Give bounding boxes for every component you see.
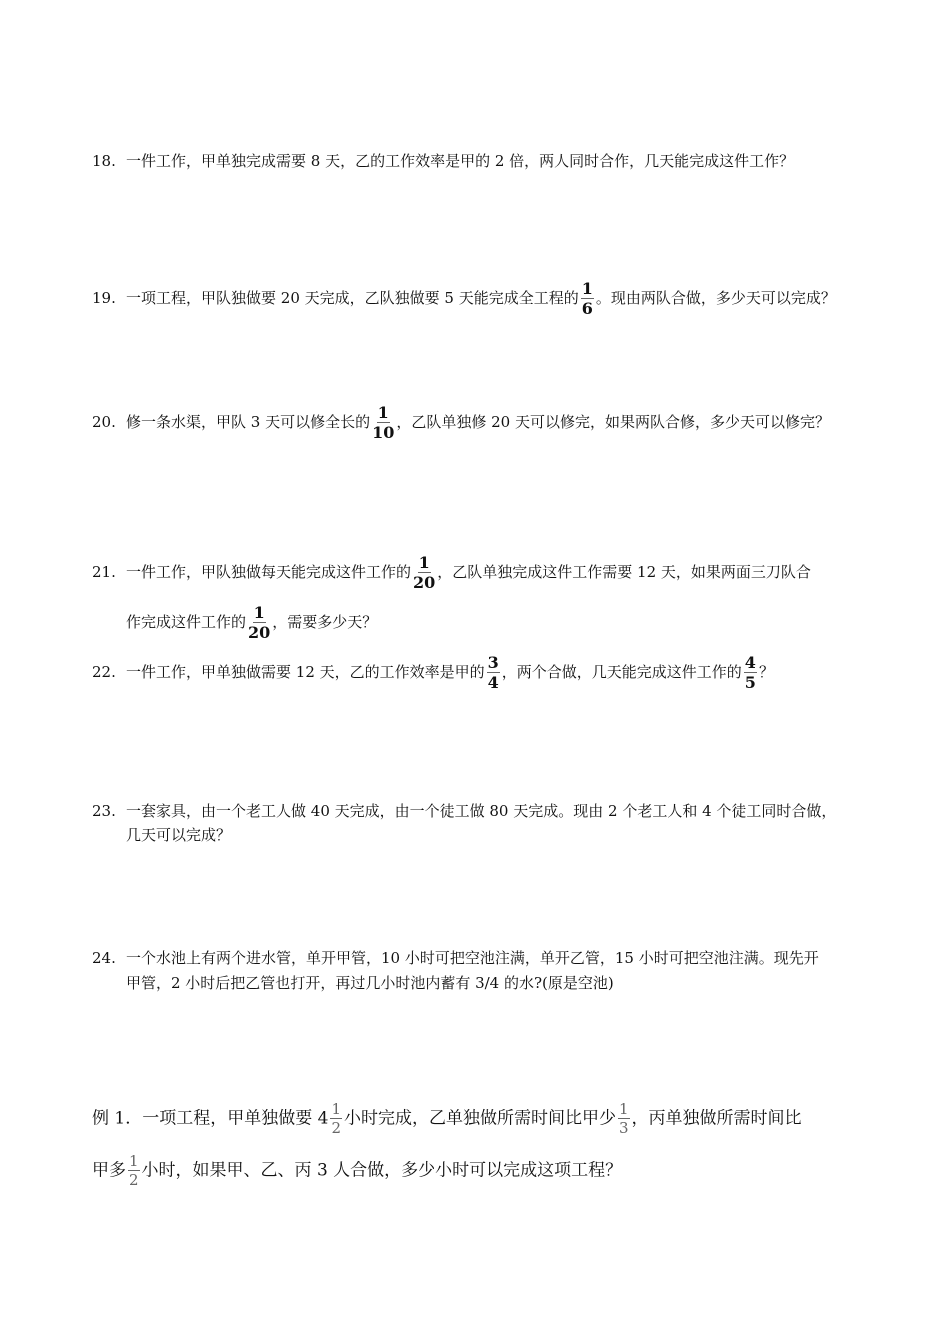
problem-number: 23. <box>92 802 116 820</box>
problem-text: 一套家具，由一个老工人做 40 天完成，由一个徒工做 80 天完成。现由 2 个老工人和 4 个徒工同时合做， <box>126 802 837 820</box>
problem-24-cont <box>126 973 614 993</box>
problem-19 <box>92 281 836 317</box>
problem-number: 18. <box>92 152 116 170</box>
problem-text: 一件工作，甲单独做需要 12 天，乙的工作效率是甲的 <box>126 663 485 681</box>
problem-text: ，两个合做，几天能完成这件工作的 <box>501 663 742 681</box>
problem-text: ，乙队单独完成这件工作需要 12 天，如果两面三刀队合 <box>437 563 811 581</box>
problem-number: 21. <box>92 563 116 581</box>
fraction: $\frac{1}{10}$ <box>372 403 395 442</box>
problem-text: 一件工作，甲队独做每天能完成这件工作的 <box>126 563 412 581</box>
fraction: $\frac{1}{3}$ <box>619 1100 629 1137</box>
problem-text: 一个水池上有两个进水管，单开甲管，10 小时可把空池注满，单开乙管，15 小时可把空池注满。现先开 <box>126 949 819 967</box>
problem-text: 修一条水渠，甲队 3 天可以修全长的 <box>126 413 371 431</box>
problem-23 <box>92 801 836 821</box>
example-text: 甲多 <box>92 1160 126 1181</box>
example-text: 小时完成，乙单独做所需时间比甲少 <box>344 1108 616 1129</box>
example-1 <box>92 1102 802 1136</box>
fraction: $\frac{1}{6}$ <box>581 279 593 318</box>
problem-number: 22. <box>92 663 116 681</box>
problem-20 <box>92 405 830 441</box>
example-text: 例 1．一项工程，甲单独做要 4 <box>92 1108 329 1129</box>
problem-text: ，需要多少天？ <box>272 613 378 631</box>
fraction: $\frac{1}{20}$ <box>413 553 436 592</box>
problem-18 <box>92 151 794 171</box>
problem-number: 24. <box>92 949 116 967</box>
problem-text: 一件工作，甲单独完成需要 8 天，乙的工作效率是甲的 2 倍，两人同时合作，几天能完成这件工作？ <box>126 152 795 170</box>
problem-text: 几天可以完成？ <box>126 826 232 844</box>
problem-23-cont <box>126 825 231 845</box>
problem-number: 19. <box>92 289 116 307</box>
problem-22 <box>92 655 774 691</box>
fraction: $\frac{1}{20}$ <box>248 603 271 642</box>
problem-number: 20. <box>92 413 116 431</box>
fraction: $\frac{4}{5}$ <box>744 653 756 692</box>
problem-21-cont <box>126 605 377 641</box>
fraction: $\frac{1}{2}$ <box>331 1100 341 1137</box>
problem-24 <box>92 948 819 968</box>
problem-text: 甲管，2 小时后把乙管也打开，再过几小时池内蓄有 3/4 的水?(原是空池) <box>126 974 614 992</box>
problem-21 <box>92 555 811 591</box>
fraction: $\frac{3}{4}$ <box>487 653 499 692</box>
example-1-cont <box>92 1154 622 1188</box>
problem-text: ，乙队单独修 20 天可以修完，如果两队合修，多少天可以修完？ <box>396 413 830 431</box>
problem-text: 作完成这件工作的 <box>126 613 247 631</box>
fraction: $\frac{1}{2}$ <box>129 1152 139 1189</box>
problem-text: 。现由两队合做，多少天可以完成？ <box>595 289 836 307</box>
problem-text: 一项工程，甲队独做要 20 天完成，乙队独做要 5 天能完成全工程的 <box>126 289 579 307</box>
example-text: 小时，如果甲、乙、丙 3 人合做，多少小时可以完成这项工程？ <box>141 1160 623 1181</box>
problem-text: ？ <box>758 663 774 681</box>
example-text: ，丙单独做所需时间比 <box>631 1108 802 1129</box>
